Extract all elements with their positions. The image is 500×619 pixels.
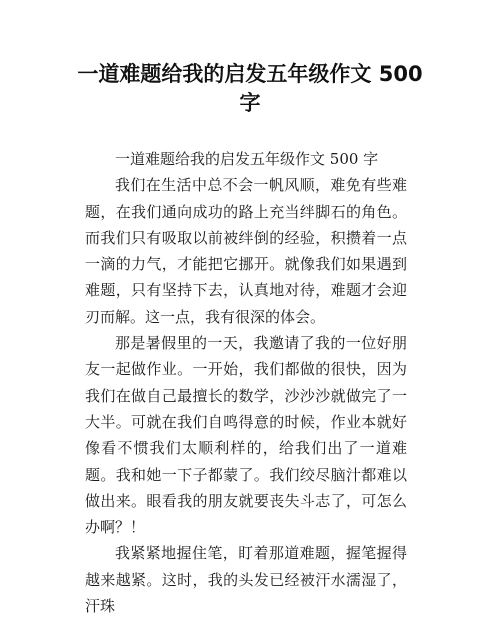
paragraph: 我们在生活中总不会一帆风顺，难免有些难题，在我们通向成功的路上充当绊脚石的角色。而我们只有吸取以前被绊倒的经验，积攒着一点一滴的力气，才能把它挪开。就像我们如果遇到难题，只有坚持下去，认真地对待，难题才会迎刃而解。这一点，我有很深的体会。 <box>85 176 407 326</box>
subtitle-paragraph: 一道难题给我的启发五年级作文 500 字 <box>115 150 379 168</box>
document-title: 一道难题给我的启发五年级作文 500 字 <box>77 62 423 115</box>
paragraph: 我紧紧地握住笔，盯着那道难题，握笔握得越来越紧。这时，我的头发已经被汗水濡湿了，汗珠 <box>85 544 407 616</box>
paragraph: 那是暑假里的一天，我邀请了我的一位好朋友一起做作业。一开始，我们都做的很快，因为我们在做自己最擅长的数学，沙沙沙就做完了一大半。可就在我们自鸣得意的时候，作业本就好像看不惯我们太顺利样的，给我们出了一道难题。我和她一下子都蒙了。我们绞尽脑汁都难以做出来。眼看我的朋友就要丧失斗志了，可怎么办啊？！ <box>85 334 407 537</box>
document-body <box>85 146 407 619</box>
